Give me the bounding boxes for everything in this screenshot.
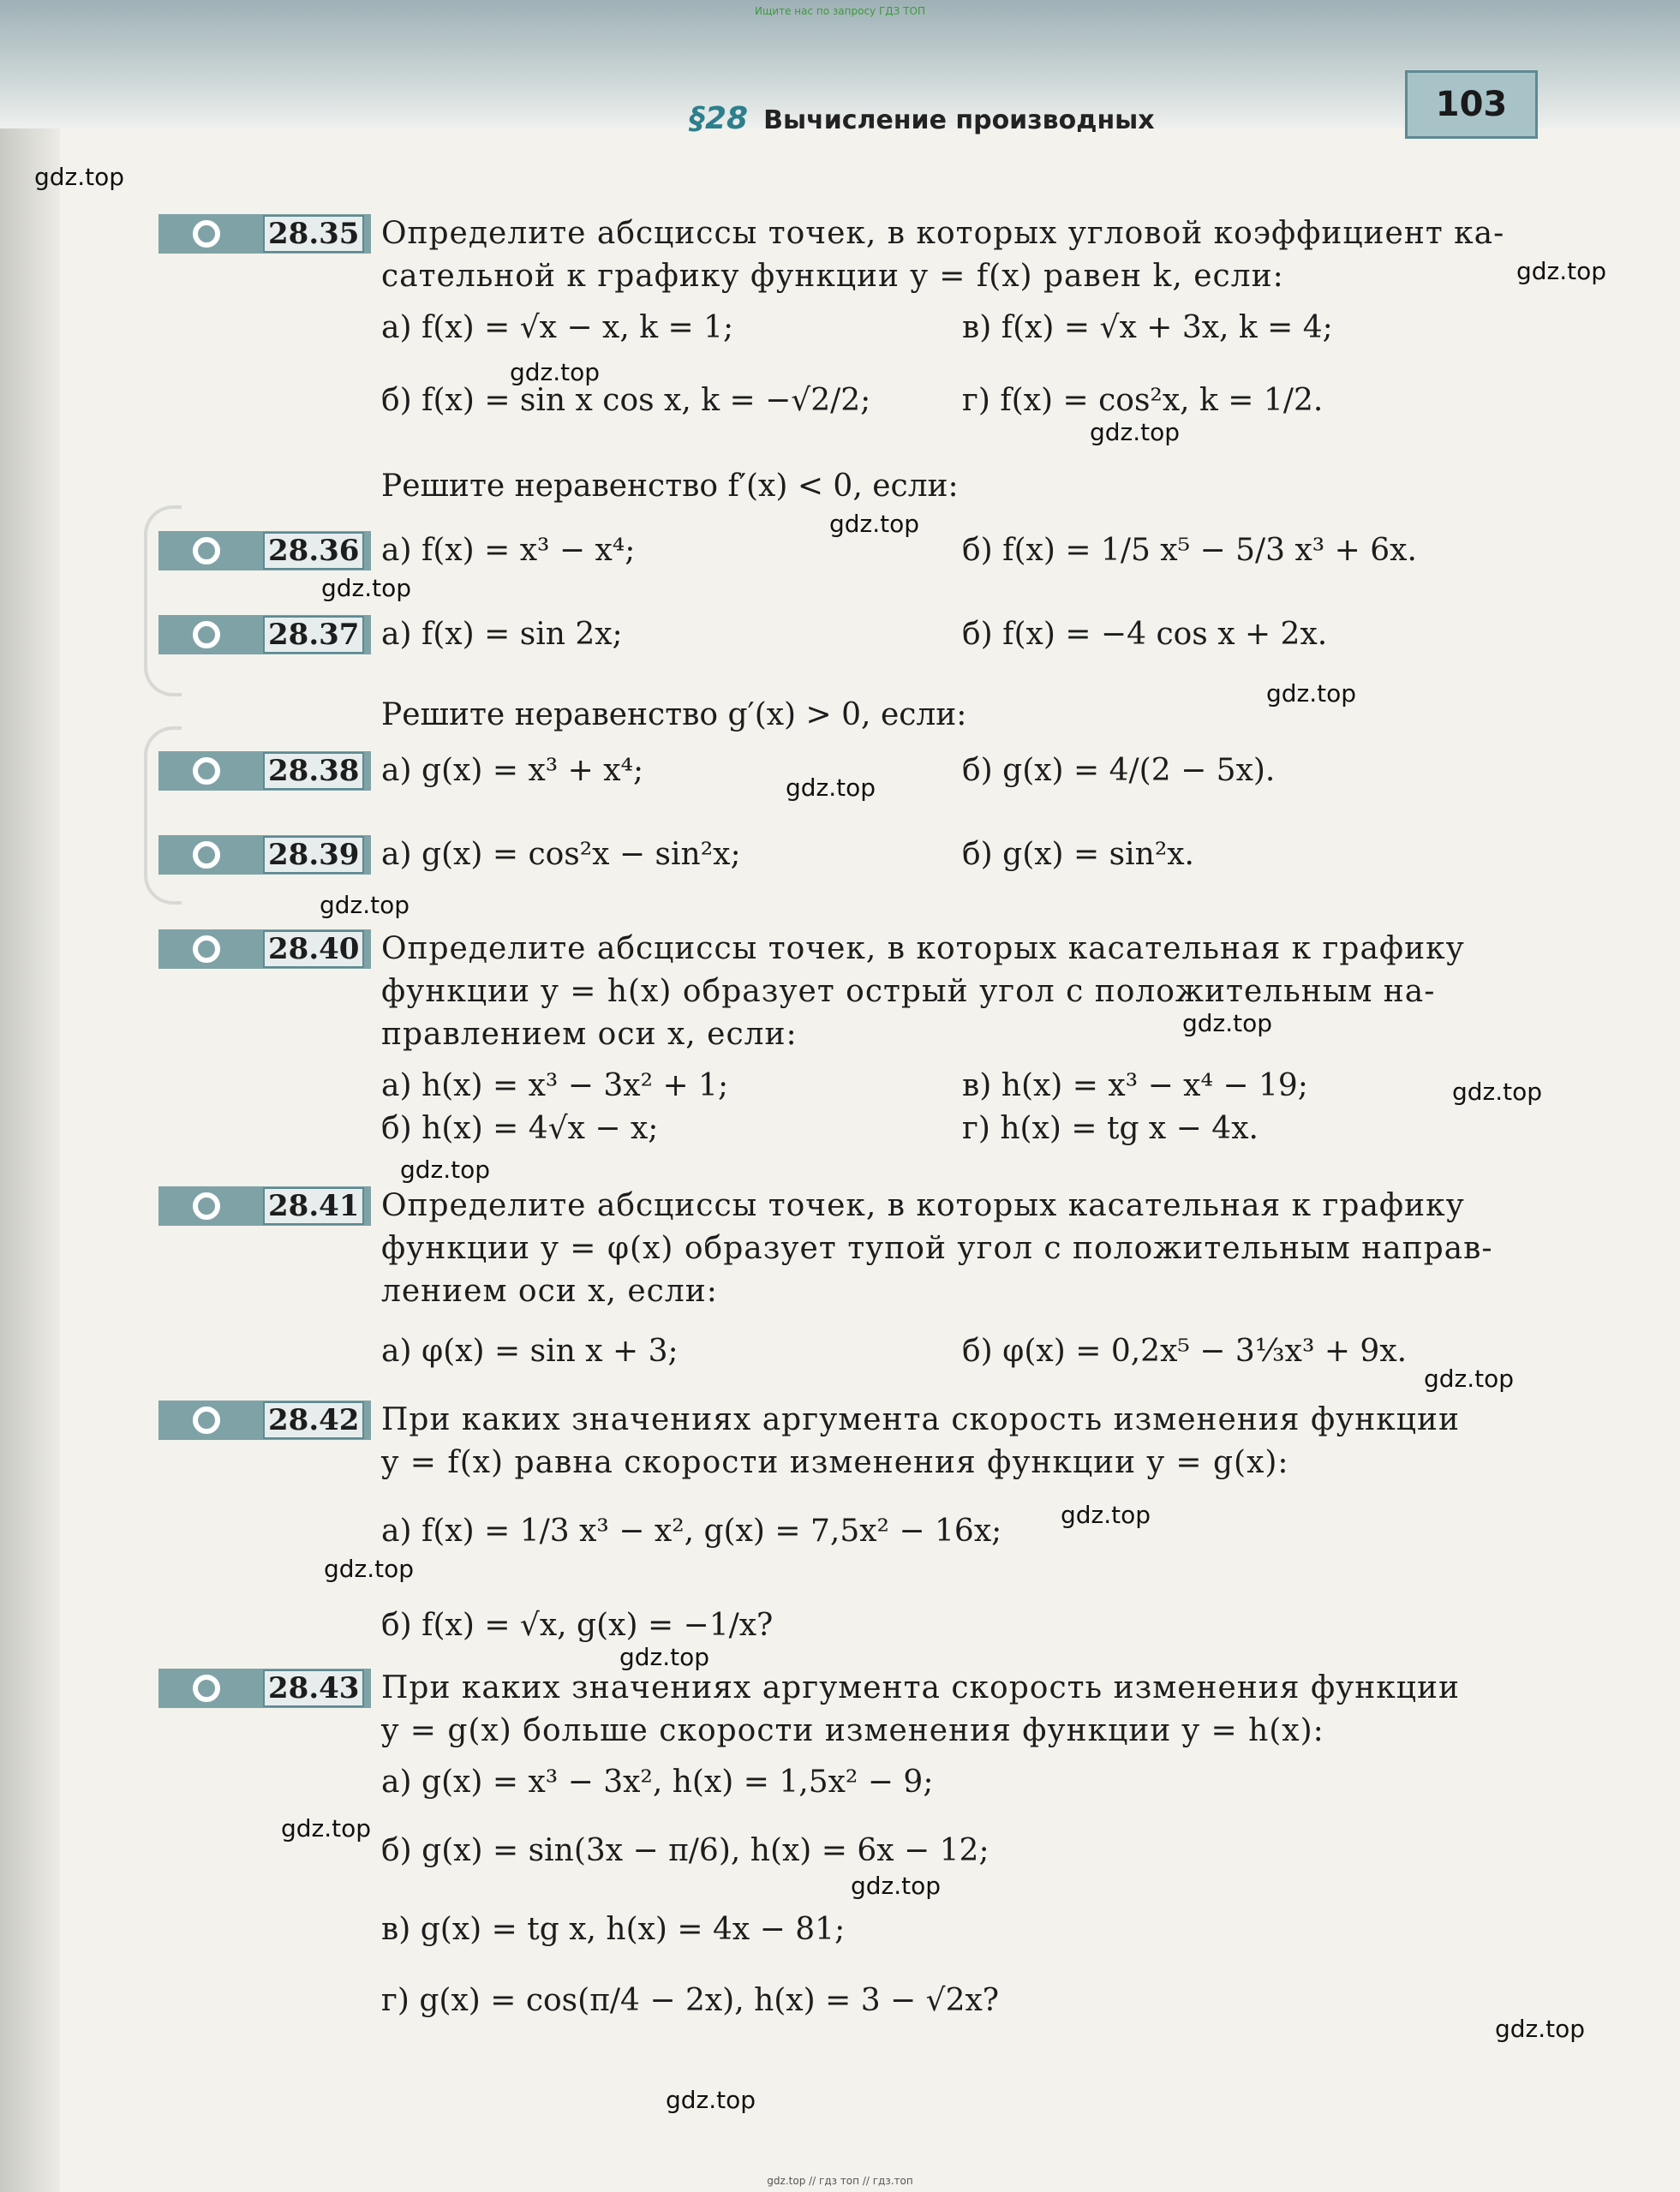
site-note: Ищите нас по запросу ГДЗ ТОП xyxy=(755,5,925,17)
watermark: gdz.top xyxy=(320,891,410,919)
circle-marker-icon xyxy=(193,621,220,648)
problem-text-line: функции y = h(x) образует острый угол с положительным на- xyxy=(381,974,1436,1009)
problem-label xyxy=(158,751,371,791)
problem-label xyxy=(158,1669,371,1708)
watermark: gdz.top xyxy=(281,1814,372,1843)
problem-text-line: правлением оси x, если: xyxy=(381,1017,798,1052)
problem-label xyxy=(158,835,371,875)
watermark: gdz.top xyxy=(1061,1501,1151,1529)
problem-number: 28.39 xyxy=(263,836,364,874)
problem-text-line: y = f(x) равна скорости изменения функции y = g(x): xyxy=(381,1445,1289,1480)
problem-text-line: лением оси x, если: xyxy=(381,1274,718,1309)
problem-number: 28.40 xyxy=(263,930,364,968)
problem-item: а) f(x) = √x − x, k = 1; xyxy=(381,310,734,345)
problem-item: в) h(x) = x³ − x⁴ − 19; xyxy=(962,1068,1308,1103)
footer-note: gdz.top // гдз топ // гдз.топ xyxy=(767,2175,913,2187)
watermark: gdz.top xyxy=(400,1156,491,1184)
circle-marker-icon xyxy=(193,757,220,785)
problem-label xyxy=(158,615,371,654)
problem-number: 28.37 xyxy=(263,616,364,654)
watermark: gdz.top xyxy=(1182,1009,1273,1037)
watermark: gdz.top xyxy=(1424,1365,1515,1393)
problem-number: 28.42 xyxy=(263,1401,364,1439)
section-prompt: Решите неравенство f′(x) < 0, если: xyxy=(381,469,959,504)
watermark: gdz.top xyxy=(1266,679,1357,708)
watermark: gdz.top xyxy=(1516,257,1607,285)
problem-item: г) f(x) = cos²x, k = 1/2. xyxy=(962,383,1324,418)
problem-item: б) g(x) = 4/(2 − 5x). xyxy=(962,753,1276,788)
circle-marker-icon xyxy=(193,1192,220,1220)
problem-item: б) h(x) = 4√x − x; xyxy=(381,1111,659,1146)
problem-text-line: функции y = φ(x) образует тупой угол с положительным направ- xyxy=(381,1231,1493,1266)
watermark: gdz.top xyxy=(510,358,601,386)
problem-text-line: При каких значениях аргумента скорость изменения функции xyxy=(381,1670,1460,1705)
circle-marker-icon xyxy=(193,1407,220,1434)
section-title xyxy=(690,101,1155,136)
problem-label xyxy=(158,929,371,969)
watermark: gdz.top xyxy=(1452,1078,1543,1106)
problem-item: б) g(x) = sin²x. xyxy=(962,837,1195,872)
section-title-text: Вычисление производных xyxy=(763,105,1155,135)
problem-text-line: При каких значениях аргумента скорость изменения функции xyxy=(381,1402,1460,1437)
circle-marker-icon xyxy=(193,1675,220,1702)
watermark: gdz.top xyxy=(324,1555,415,1583)
watermark: gdz.top xyxy=(851,1872,942,1900)
watermark: gdz.top xyxy=(1090,418,1181,446)
problem-label xyxy=(158,531,371,570)
problem-number: 28.35 xyxy=(263,215,364,253)
watermark: gdz.top xyxy=(34,163,125,191)
page-number: 103 xyxy=(1405,70,1538,139)
watermark: gdz.top xyxy=(786,773,876,802)
watermark: gdz.top xyxy=(619,1643,710,1671)
problem-number: 28.41 xyxy=(263,1187,364,1225)
problem-item: б) f(x) = sin x cos x, k = −√2/2; xyxy=(381,383,871,418)
page-gutter-shadow xyxy=(0,0,60,2192)
problem-text-line: Определите абсциссы точек, в которых касательная к графику xyxy=(381,931,1465,966)
problem-item: б) f(x) = √x, g(x) = −1/x? xyxy=(381,1608,774,1643)
problem-item: б) φ(x) = 0,2x⁵ − 3⅓x³ + 9x. xyxy=(962,1334,1408,1369)
watermark: gdz.top xyxy=(1495,2015,1586,2043)
circle-marker-icon xyxy=(193,935,220,963)
section-prompt: Решите неравенство g′(x) > 0, если: xyxy=(381,697,967,732)
problem-item: а) g(x) = x³ − 3x², h(x) = 1,5x² − 9; xyxy=(381,1765,934,1800)
problem-text-line: Определите абсциссы точек, в которых касательная к графику xyxy=(381,1188,1465,1223)
problem-item: в) g(x) = tg x, h(x) = 4x − 81; xyxy=(381,1912,846,1947)
problem-item: а) g(x) = x³ + x⁴; xyxy=(381,753,644,788)
circle-marker-icon xyxy=(193,220,220,248)
problem-item: б) f(x) = −4 cos x + 2x. xyxy=(962,617,1328,652)
circle-marker-icon xyxy=(193,537,220,564)
problem-item: г) h(x) = tg x − 4x. xyxy=(962,1111,1259,1146)
section-symbol: §28 xyxy=(690,101,749,136)
problem-item: а) φ(x) = sin x + 3; xyxy=(381,1334,679,1369)
problem-label xyxy=(158,1186,371,1226)
problem-item: а) f(x) = sin 2x; xyxy=(381,617,623,652)
problem-text-line: сательной к графику функции y = f(x) равен k, если: xyxy=(381,259,1284,294)
watermark: gdz.top xyxy=(829,510,920,538)
problem-item: б) f(x) = 1/5 x⁵ − 5/3 x³ + 6x. xyxy=(962,533,1417,568)
problem-item: в) f(x) = √x + 3x, k = 4; xyxy=(962,310,1333,345)
watermark: gdz.top xyxy=(666,2086,756,2114)
problem-label xyxy=(158,214,371,254)
problem-text-line: Определите абсциссы точек, в которых угловой коэффициент ка- xyxy=(381,216,1505,251)
problem-item: а) f(x) = x³ − x⁴; xyxy=(381,533,636,568)
problem-number: 28.43 xyxy=(263,1669,364,1707)
problem-item: а) g(x) = cos²x − sin²x; xyxy=(381,837,741,872)
problem-number: 28.36 xyxy=(263,532,364,570)
problem-number: 28.38 xyxy=(263,752,364,790)
problem-item: а) h(x) = x³ − 3x² + 1; xyxy=(381,1068,729,1103)
watermark: gdz.top xyxy=(321,574,412,602)
problem-label xyxy=(158,1401,371,1440)
problem-item: б) g(x) = sin(3x − π/6), h(x) = 6x − 12; xyxy=(381,1833,989,1868)
circle-marker-icon xyxy=(193,841,220,869)
problem-item: а) f(x) = 1/3 x³ − x², g(x) = 7,5x² − 16x; xyxy=(381,1514,1002,1549)
problem-text-line: y = g(x) больше скорости изменения функции y = h(x): xyxy=(381,1713,1324,1748)
problem-item: г) g(x) = cos(π/4 − 2x), h(x) = 3 − √2x? xyxy=(381,1983,1000,2018)
